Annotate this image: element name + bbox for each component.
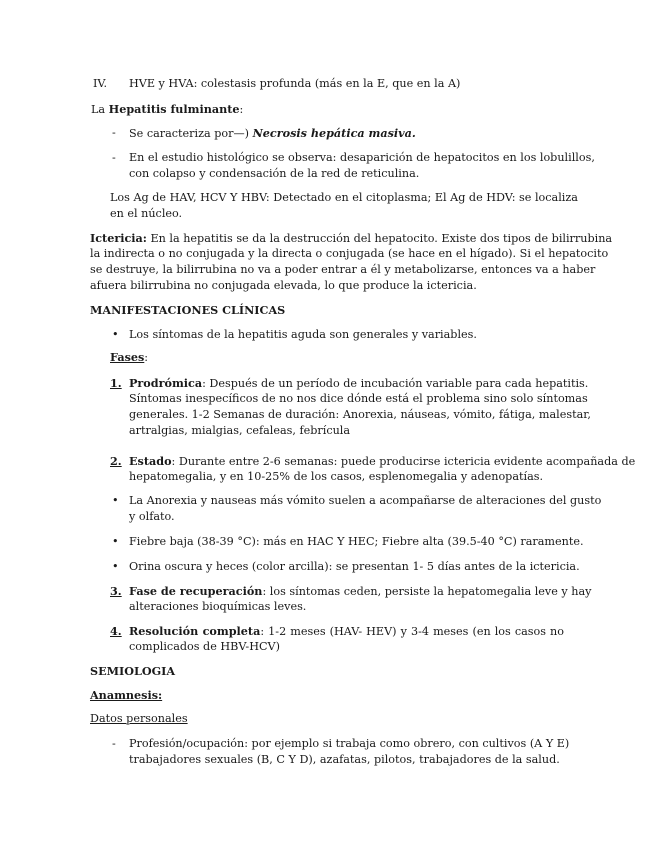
ictericia-line-3: se destruye, la bilirrubina no va a poder entrar a él y metabolizarse, entonces va a haber bbox=[90, 263, 596, 276]
ictericia-line-1: Ictericia: En la hepatitis se da la destrucción del hepatocito. Existe dos tipos de bilirrubina bbox=[90, 231, 613, 245]
fases-heading: Fases: bbox=[110, 350, 149, 364]
ag-line-1: Los Ag de HAV, HCV Y HBV: Detectado en el citoplasma; El Ag de HDV: se localiza bbox=[110, 191, 578, 204]
ictericia-line-2: la indirecta o no conjugada y la directa o conjugada (se hace en el hígado). Si el hepatocito bbox=[90, 247, 609, 260]
orina-bullet: Orina oscura y heces (color arcilla): se presentan 1- 5 días antes de la ictericia. bbox=[129, 560, 580, 573]
phase-number: 3. bbox=[110, 584, 122, 598]
bullet-marker: • bbox=[112, 494, 119, 507]
manifestaciones-heading: MANIFESTACIONES CLÍNICAS bbox=[90, 303, 286, 317]
phase1-line-3: generales. 1-2 Semanas de duración: Anorexia, náuseas, vómito, fátiga, malestar, bbox=[129, 408, 591, 421]
fulminante-item-1: Se caracteriza por—) Necrosis hepática masiva. bbox=[129, 126, 416, 140]
phase3-line-2: alteraciones bioquímicas leves. bbox=[129, 600, 307, 613]
phase4-line-1: Resolución completa: 1-2 meses (HAV- HEV) y 3-4 meses (en los casos no bbox=[129, 624, 564, 638]
phase1-line-4: artralgias, mialgias, cefaleas, febrícula bbox=[129, 424, 351, 437]
dash-marker: - bbox=[112, 126, 116, 139]
phase1-line-1: Prodrómica: Después de un período de incubación variable para cada hepatitis. bbox=[129, 376, 589, 390]
manifestaciones-bullet-1: Los síntomas de la hepatitis aguda son generales y variables. bbox=[129, 328, 477, 341]
dash-marker: - bbox=[112, 151, 116, 164]
phase3-line-1: Fase de recuperación: los síntomas ceden, persiste la hepatomegalia leve y hay bbox=[129, 584, 592, 598]
semiologia-heading: SEMIOLOGIA bbox=[90, 664, 176, 678]
bullet-marker: • bbox=[112, 328, 119, 341]
ag-line-2: en el núcleo. bbox=[110, 207, 183, 220]
anorexia-line-1: La Anorexia y nauseas más vómito suelen a acompañarse de alteraciones del gusto bbox=[129, 494, 602, 507]
phase-number: 4. bbox=[110, 624, 122, 638]
phase-number: 2. bbox=[110, 454, 122, 468]
phase2-line-2: hepatomegalia, y en 10-25% de los casos, esplenomegalia y adenopatías. bbox=[129, 470, 544, 483]
anamnesis-heading: Anamnesis: bbox=[90, 688, 163, 702]
phase1-line-2: Síntomas inespecíficos de no nos dice dónde está el problema sino solo síntomas bbox=[129, 392, 588, 405]
phase-number: 1. bbox=[110, 376, 122, 390]
phase4-line-2: complicados de HBV-HCV) bbox=[129, 640, 280, 653]
section-number: IV. bbox=[93, 77, 108, 90]
fulminante-item-2-line-1: En el estudio histológico se observa: desaparición de hepatocitos en los lobulillos, bbox=[129, 151, 595, 164]
bullet-marker: • bbox=[112, 535, 119, 548]
bullet-marker: • bbox=[112, 560, 119, 573]
anorexia-line-2: y olfato. bbox=[129, 510, 175, 523]
profesion-line-1: Profesión/ocupación: por ejemplo si trabaja como obrero, con cultivos (A Y E) bbox=[129, 737, 570, 750]
fiebre-bullet: Fiebre baja (38-39 °C): más en HAC Y HEC; Fiebre alta (39.5-40 °C) raramente. bbox=[129, 535, 584, 548]
phase2-line-1: Estado: Durante entre 2-6 semanas: puede producirse ictericia evidente acompañada de bbox=[129, 454, 636, 468]
datos-personales-heading: Datos personales bbox=[90, 712, 188, 725]
dash-marker: - bbox=[112, 737, 116, 750]
section-iv-text: HVE y HVA: colestasis profunda (más en la E, que en la A) bbox=[129, 77, 461, 90]
fulminante-item-2-line-2: con colapso y condensación de la red de reticulina. bbox=[129, 167, 420, 180]
fulminante-heading: La Hepatitis fulminante: bbox=[91, 102, 244, 116]
ictericia-line-4: afuera bilirrubina no conjugada elevada, lo que produce la ictericia. bbox=[90, 279, 477, 292]
profesion-line-2: trabajadores sexuales (B, C Y D), azafatas, pilotos, trabajadores de la salud. bbox=[129, 753, 560, 766]
